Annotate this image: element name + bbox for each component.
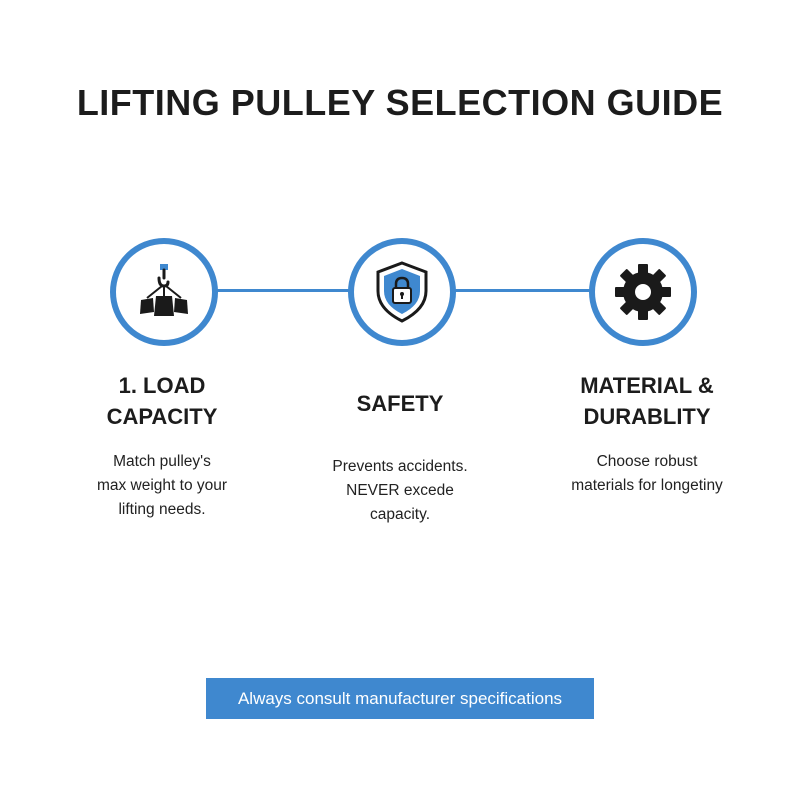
- step-circle-safety: [348, 238, 456, 346]
- shield-lock-icon: [374, 261, 430, 323]
- connector-line: [212, 289, 352, 292]
- step-description-material: Choose robust materials for longetiny: [571, 453, 723, 494]
- footer-callout: Always consult manufacturer specifications: [206, 678, 594, 719]
- step-description-load-capacity: Match pulley's max weight to your lifting needs.: [96, 453, 228, 518]
- step-description-safety: Prevents accidents. NEVER excede capacity.: [332, 458, 468, 523]
- step-heading-load-capacity: 1. LOAD CAPACITY: [106, 373, 218, 429]
- load-hook-icon: [132, 260, 196, 324]
- step-heading-safety: SAFETY: [356, 391, 444, 416]
- page-title: LIFTING PULLEY SELECTION GUIDE: [76, 82, 724, 123]
- connector-line: [454, 289, 596, 292]
- step-circle-load: [110, 238, 218, 346]
- step-circle-material: [589, 238, 697, 346]
- step-heading-material: MATERIAL & DURABLITY: [580, 373, 714, 429]
- gear-icon: [613, 262, 673, 322]
